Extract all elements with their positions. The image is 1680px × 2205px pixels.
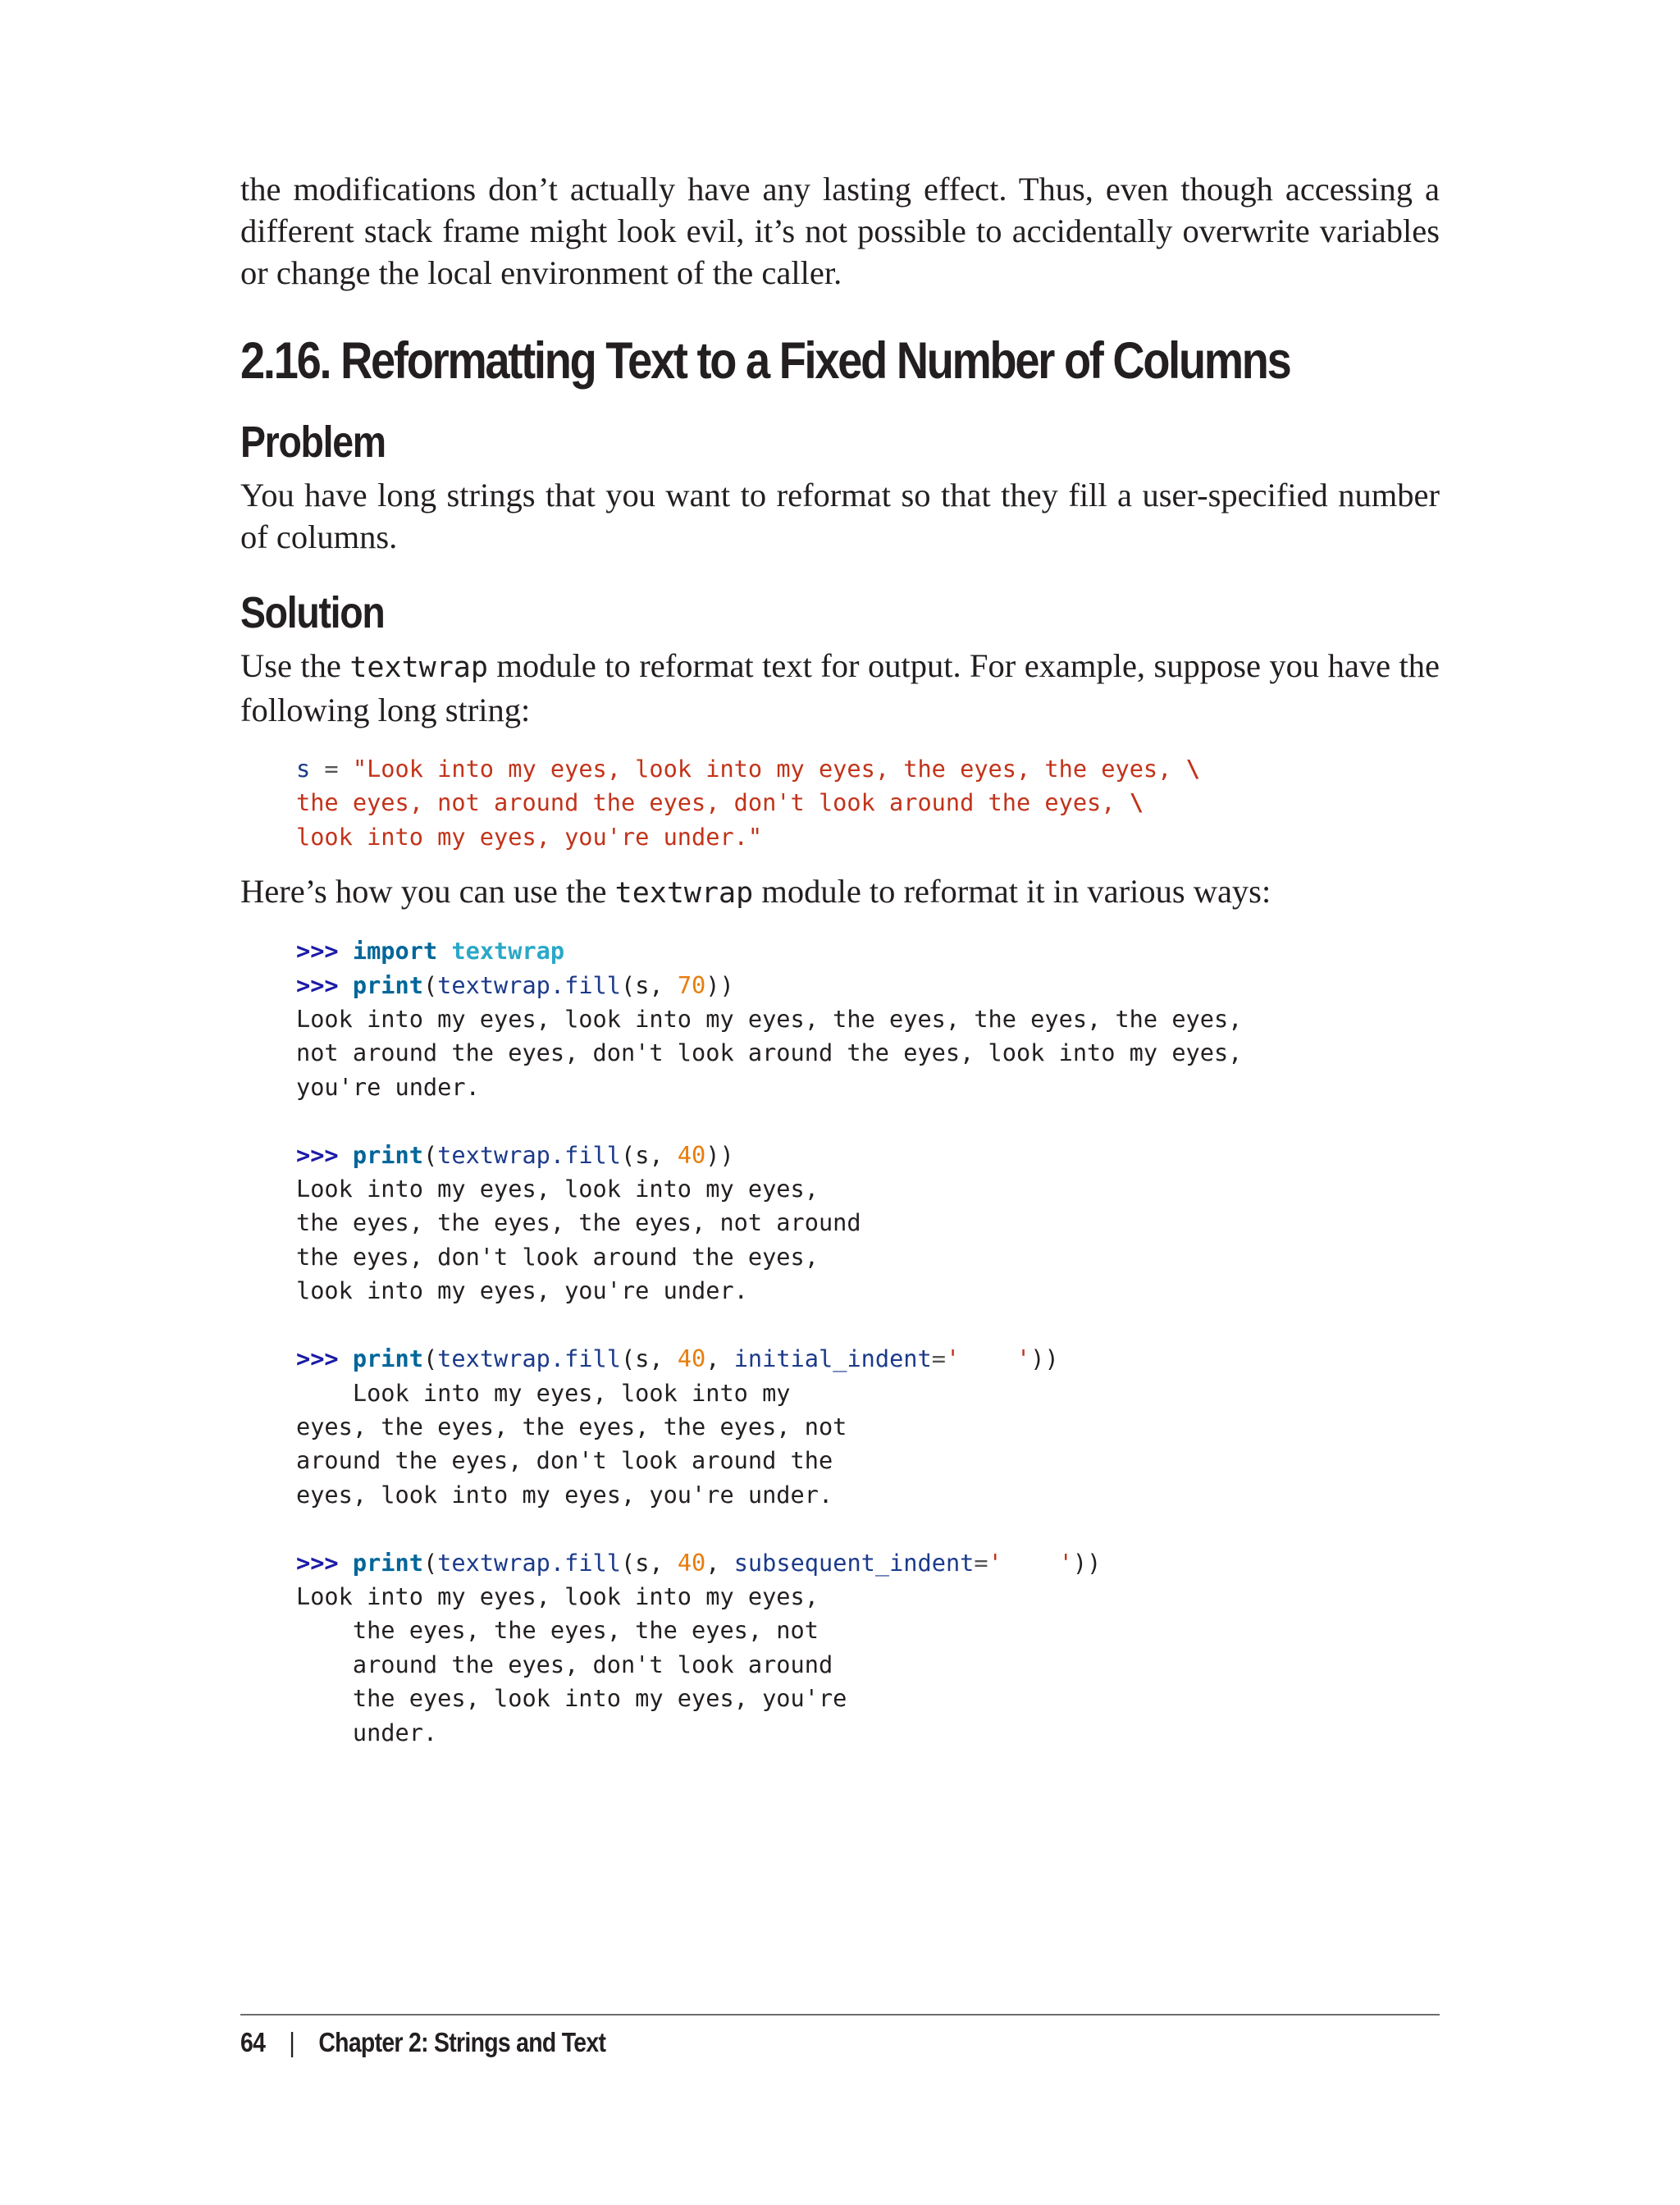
solution-text-after: module to reformat text for output. For example, suppose you have the following long string: (240, 647, 1440, 728)
code-subsequent-indent-kw: subsequent_indent (733, 1548, 975, 1577)
footer-separator: | (289, 2027, 295, 2057)
code-module-name: textwrap (451, 937, 565, 966)
code-print-keyword: print (352, 1140, 423, 1169)
code-number-40: 40 (677, 1548, 706, 1577)
code-import-keyword: import (352, 937, 438, 966)
code-fill-call: textwrap.fill (437, 1548, 621, 1577)
code-print-keyword: print (352, 970, 423, 999)
section-title: 2.16. Reformatting Text to a Fixed Number of Columns (240, 332, 1290, 390)
code-indent-string: ' ' (945, 1344, 1031, 1373)
code-block-examples: >>> import textwrap >>> print(textwrap.fill(s, 70)) Look into my eyes, look into my eyes, the eyes, the eyes, the eyes, not around the eyes, don't look around the eyes, look into my eyes, you're under. >>> print(textwrap.fill(s, 40)) Look into my eyes, look into my eyes, the eyes, the eyes, the eyes, not around the eyes, don't look around the eyes, look into my eyes, you're under. >>> print(textwrap.fill(s, 40, initial_indent=' ')) Look into my eyes, look into my eyes, the eyes, the eyes, the eyes, not around the eyes, don't look around the eyes, look into my eyes, you're under. >>> print(textwrap.fill(s, 40, subsequent_indent=' ')) Look into my eyes, look into my eyes, the eyes, the eyes, the eyes, not around the eyes, don't look around the eyes, look into my eyes, you're under. (296, 937, 1243, 1746)
code-output-40: Look into my eyes, look into my eyes, the eyes, the eyes, the eyes, not around the eyes, don't look around the eyes, look into my eyes, you're under. (296, 1175, 861, 1305)
code-number-40: 40 (677, 1140, 706, 1169)
solution-inline-code: textwrap (349, 651, 488, 684)
code-initial-indent-kw: initial_indent (733, 1344, 932, 1373)
footer-rule (240, 2014, 1440, 2016)
code-arg-s: s, (635, 1344, 678, 1373)
howto-inline-code: textwrap (614, 877, 754, 911)
page-number: 64 (240, 2027, 266, 2057)
code-eq: = (310, 755, 353, 783)
code-indent-string: ' ' (988, 1548, 1073, 1577)
howto-text-before: Here’s how you can use the (240, 873, 615, 911)
howto-text-after: module to reformat it in various ways: (753, 873, 1271, 911)
page-content (240, 168, 1440, 1750)
code-prompt: >>> (296, 970, 339, 999)
code-number-70: 70 (677, 970, 706, 999)
code-string-line-1: "Look into my eyes, look into my eyes, the eyes, the eyes, (352, 755, 1186, 783)
code-arg-s: s, (635, 1548, 678, 1577)
problem-text: You have long strings that you want to reformat so that they fill a user-specified number of columns. (240, 477, 1440, 555)
code-string-line-3: look into my eyes, you're under." (296, 822, 763, 851)
code-backslash-1: \ (1185, 755, 1200, 783)
code-number-40: 40 (677, 1344, 706, 1373)
code-block-string (240, 752, 1440, 854)
chapter-title: Chapter 2: Strings and Text (318, 2027, 606, 2057)
howto-text (240, 870, 1440, 915)
code-fill-call: textwrap.fill (437, 1344, 621, 1373)
code-output-70: Look into my eyes, look into my eyes, the eyes, the eyes, the eyes, not around the eyes, don't look around the eyes, look into my eyes, you're under. (296, 1005, 1243, 1101)
code-prompt: >>> (296, 937, 339, 966)
code-fill-call: textwrap.fill (437, 970, 621, 999)
solution-text-before: Use the (240, 647, 350, 684)
solution-text (240, 645, 1440, 731)
code-print-keyword: print (352, 1344, 423, 1373)
problem-heading: Problem (240, 418, 386, 467)
code-output-subsequent-indent: Look into my eyes, look into my eyes, the eyes, the eyes, the eyes, not around the eyes, don't look around the eyes, look into my eyes, you're under. (296, 1582, 847, 1746)
code-prompt: >>> (296, 1344, 339, 1373)
code-arg-s: s, (635, 970, 678, 999)
solution-heading: Solution (240, 588, 385, 637)
code-print-keyword: print (352, 1548, 423, 1577)
code-prompt: >>> (296, 1140, 339, 1169)
code-output-initial-indent: Look into my eyes, look into my eyes, the eyes, the eyes, the eyes, not around the eyes, don't look around the eyes, look into my eyes, you're under. (296, 1378, 847, 1509)
page-footer (240, 2025, 605, 2061)
code-backslash-2: \ (1129, 788, 1144, 817)
code-string-line-2: the eyes, not around the eyes, don't look around the eyes, (296, 788, 1130, 817)
code-var: s (296, 755, 311, 783)
code-arg-s: s, (635, 1140, 678, 1169)
intro-paragraph: the modifications don’t actually have any lasting effect. Thus, even though accessing a different stack frame might look evil, it’s not possible to accidentally overwrite variables or change the local environment of the caller. (240, 171, 1440, 291)
code-fill-call: textwrap.fill (437, 1140, 621, 1169)
code-prompt: >>> (296, 1548, 339, 1577)
